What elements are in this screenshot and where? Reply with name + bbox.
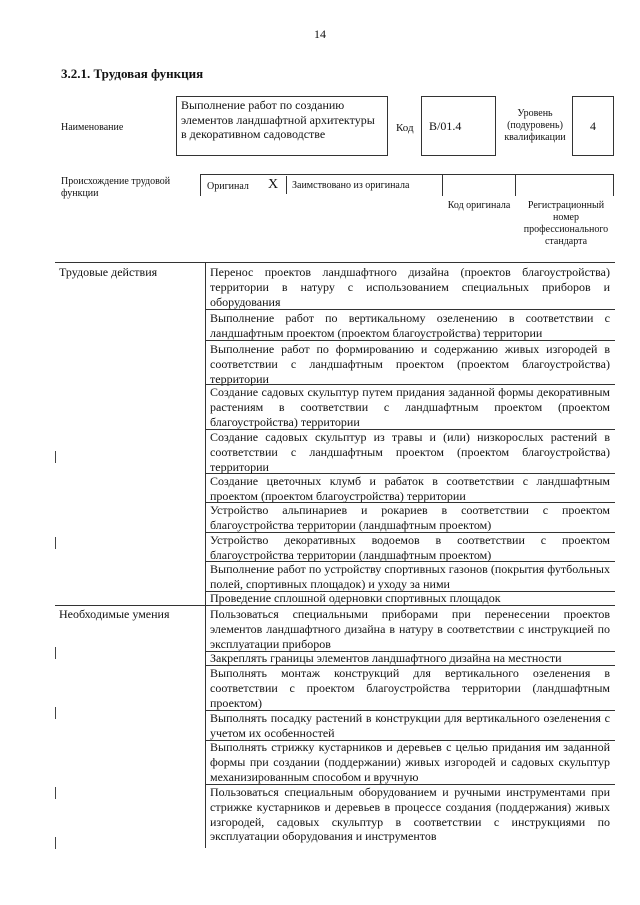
labor-action-item: Перенос проектов ландшафтного дизайна (проектов благоустройства) территории в натуру с использованием специальных приборов и оборудования xyxy=(210,265,610,309)
level-label: Уровень (подуровень) квалификации xyxy=(504,108,566,143)
skill-item: Пользоваться специальными приборами при перенесении проектов элементов ландшафтного дизайна в натуру в соответствии с инструкцией по эксплуатации приборов xyxy=(210,607,610,651)
origin-divider xyxy=(286,176,287,194)
labor-action-item: Выполнение работ по устройству спортивных газонов (покрытия футбольных полей, спортивных площадок) и уходу за ними xyxy=(210,562,610,591)
margin-stub xyxy=(55,787,56,799)
original-mark: X xyxy=(268,177,279,192)
level-box xyxy=(572,96,614,156)
section-title: 3.2.1. Трудовая функция xyxy=(61,66,204,81)
code-original-box xyxy=(442,174,516,196)
table-top-border xyxy=(55,262,615,263)
row-separator xyxy=(205,309,615,310)
code-original-label: Код оригинала xyxy=(447,200,511,211)
labor-action-item: Создание садовых скульптур из травы и (или) низкорослых растений в соответствии с ландшафтным проектом (проектом благоустройства) территории xyxy=(210,430,610,474)
column-divider xyxy=(205,262,206,848)
page-number: 14 xyxy=(314,27,326,41)
margin-stub xyxy=(55,837,56,849)
skill-item: Выполнять стрижку кустарников и деревьев с целью придания им заданной формы при создании (поддержании) живых изгородей и садовых скульптур механизированным способом и вручную xyxy=(210,740,610,784)
skill-item: Выполнять посадку растений в конструкции для вертикального озеленения с учетом их особенностей xyxy=(210,711,610,740)
labor-action-item: Выполнение работ по вертикальному озеленению в соответствии с ландшафтным проектом (проектом благоустройства) территории xyxy=(210,311,610,340)
margin-stub xyxy=(55,707,56,719)
original-label: Оригинал xyxy=(207,181,249,192)
labor-action-item: Создание садовых скульптур путем придания заданной формы декоративным растениям в соответствии с ландшафтным проектом (проектом благоустройства) территории xyxy=(210,385,610,429)
code-box xyxy=(421,96,496,156)
skill-item: Выполнять монтаж конструкций для вертикального озеленения в соответствии с проектом благоустройства территории (ландшафтным проектом) xyxy=(210,666,610,710)
name-label: Наименование xyxy=(61,122,124,133)
labor-action-item: Устройство декоративных водоемов в соответствии с проектом благоустройства территории (ландшафтным проектом) xyxy=(210,533,610,562)
labor-action-item: Устройство альпинариев и рокариев в соответствии с проектом благоустройства территории (ландшафтным проектом) xyxy=(210,503,610,532)
section-separator xyxy=(55,605,615,606)
origin-label: Происхождение трудовой функции xyxy=(61,176,171,199)
level-value: 4 xyxy=(590,119,596,133)
reg-number-label: Регистрационный номер профессионального стандарта xyxy=(523,200,609,247)
labor-action-item: Проведение сплошной одерновки спортивных площадок xyxy=(210,591,501,605)
row-separator xyxy=(205,340,615,341)
reg-number-box xyxy=(516,174,614,196)
code-label: Код xyxy=(396,122,414,134)
labor-actions-label: Трудовые действия xyxy=(59,265,158,279)
margin-stub xyxy=(55,451,56,463)
function-table xyxy=(55,267,619,853)
code-value: B/01.4 xyxy=(429,119,462,133)
required-skills-label: Необходимые умения xyxy=(59,607,170,621)
skill-item: Закреплять границы элементов ландшафтного дизайна на местности xyxy=(210,651,562,665)
labor-action-item: Создание цветочных клумб и рабаток в соответствии с ландшафтным проектом (проектом благоустройства) территории xyxy=(210,474,610,503)
name-box xyxy=(176,96,388,156)
skill-item: Пользоваться специальным оборудованием и ручными инструментами при стрижке кустарников и деревьев в процессе создания (поддержания) живых изгородей, садовых скульптур в соответствии с инструкциями по эксплуатации оборудования и инструментов xyxy=(210,785,610,844)
name-value: Выполнение работ по созданию элементов ландшафтной архитектуры в декоративном садоводстве xyxy=(181,98,375,141)
borrowed-label: Заимствовано из оригинала xyxy=(292,180,410,191)
labor-action-item: Выполнение работ по формированию и содержанию живых изгородей в соответствии с ландшафтным проектом (проектом благоустройства) территории xyxy=(210,342,610,386)
margin-stub xyxy=(55,647,56,659)
margin-stub xyxy=(55,537,56,549)
